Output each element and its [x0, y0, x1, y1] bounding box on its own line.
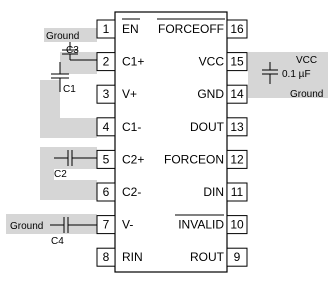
pin-number: 8 — [102, 250, 110, 265]
c1-minus-net — [40, 118, 97, 138]
pin-label: V+ — [122, 87, 138, 102]
cap-value-label: 0.1 µF — [282, 69, 311, 80]
pin-number: 14 — [230, 87, 244, 102]
pin-number: 12 — [230, 152, 244, 167]
c2-minus-net — [40, 180, 97, 200]
pin-number: 5 — [102, 152, 110, 167]
c4-label: C4 — [51, 236, 64, 247]
pin-label: V- — [122, 217, 134, 232]
pins — [97, 20, 247, 266]
pin-label: C1+ — [122, 54, 145, 69]
pin-label: FORCEOFF — [158, 22, 224, 36]
net-highlights — [6, 28, 328, 234]
pin-number: 7 — [102, 217, 110, 232]
pin-number: 3 — [102, 87, 110, 102]
pin-label: FORCEON — [164, 152, 224, 167]
ground-right-label: Ground — [290, 89, 324, 100]
ic-body — [115, 12, 227, 272]
pin-label: VCC — [198, 54, 224, 69]
pin-label: INVALID — [178, 217, 224, 232]
c3-label: C3 — [66, 45, 79, 56]
pin-number: 11 — [230, 185, 244, 199]
pin-number: 13 — [230, 119, 244, 134]
c1-label: C1 — [63, 84, 76, 95]
pin-label: EN — [122, 22, 139, 36]
pin-label: DIN — [203, 185, 224, 199]
pin-label: GND — [197, 87, 224, 102]
pin-label: C2+ — [122, 152, 145, 167]
pin-label: C1- — [122, 119, 142, 134]
ground-top-label: Ground — [46, 31, 80, 42]
pin-number: 16 — [230, 22, 244, 36]
pin-number: 6 — [102, 185, 110, 199]
pin-number: 2 — [102, 54, 110, 69]
pin-number: 9 — [233, 250, 241, 265]
pin-label: RIN — [122, 250, 143, 265]
pin-number: 15 — [230, 54, 244, 69]
pin-number: 1 — [102, 22, 110, 36]
c2-label: C2 — [54, 169, 67, 180]
pin-number: 4 — [102, 119, 110, 134]
ground-c4-label: Ground — [10, 221, 44, 232]
pin-number: 10 — [230, 217, 244, 232]
pin-label: C2- — [122, 185, 142, 199]
vcc-annotation-label: VCC — [296, 55, 318, 66]
pin-label: ROUT — [190, 250, 224, 265]
pin-label: DOUT — [190, 119, 224, 134]
